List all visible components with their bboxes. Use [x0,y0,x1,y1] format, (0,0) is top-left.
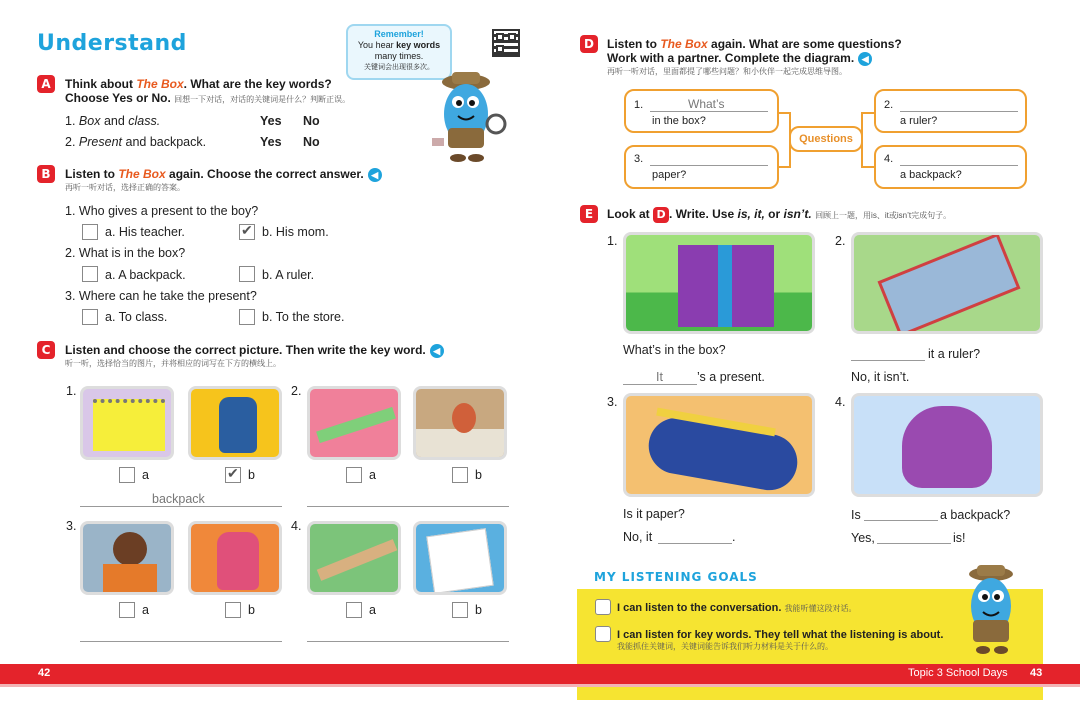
c3-b-checkbox[interactable] [225,602,241,618]
b-q1-b-checkbox[interactable] [239,224,255,240]
c2-answer-line[interactable] [307,506,509,507]
c-number-4: 4. [291,519,302,533]
c-number-2: 2. [291,384,302,398]
section-e-badge: E [580,205,598,223]
c2-b-classroom-picture[interactable] [413,386,507,460]
a-item-1-no[interactable]: No [303,114,320,128]
section-e-instruction: Look at D . Write. Use is, it, or isn’t. 回顾上一题，用is、it或isn’t完成句子。 [607,207,952,221]
goal-1-checkbox[interactable] [595,599,611,615]
audio-icon[interactable]: ◀ [368,168,382,182]
goal-1-text: I can listen to the conversation. 我能听懂这段对话。 [617,602,857,614]
diagram-box-3[interactable]: 3. paper? [624,145,779,189]
a-item-1: 1. Box and class. [65,114,161,128]
e1-sentence-b: ’s a present. [697,370,765,384]
e4-backpack-picture [851,393,1043,497]
listening-goals-title: MY LISTENING GOALS [594,570,758,584]
goal-2-text: I can listen for key words. They tell what the listening is about. 我能抓住关键词，关键词能告诉我们听力材料是关于什么的。 [617,629,944,651]
c1-b-checkbox[interactable] [225,467,241,483]
diagram-box-1[interactable]: 1. What’s in the box? [624,89,779,133]
section-b-badge: B [37,165,55,183]
c1-answer-text: backpack [152,492,205,506]
c2-b-label: b [475,468,482,482]
e3-sentence-b: No, it [623,530,653,544]
b-q2-a-label: a. A backpack. [105,268,186,282]
b-q3-a-checkbox[interactable] [82,309,98,325]
remember-heading: Remember! [374,29,424,39]
b-q1-a-checkbox[interactable] [82,224,98,240]
c1-a-label: a [142,468,149,482]
b-q2-b-checkbox[interactable] [239,266,255,282]
c3-b-label: b [248,603,255,617]
diagram-box-4[interactable]: 4. a backpack? [874,145,1027,189]
c4-b-paper-picture[interactable] [413,521,507,595]
e3-sentence-a: Is it paper? [623,507,685,521]
c1-b-backpack-picture[interactable] [188,386,282,460]
c1-answer-line[interactable] [80,506,282,507]
c1-b-label: b [248,468,255,482]
e4-sentence-a: a backpack? [940,508,1011,522]
e1-present-picture [623,232,815,334]
section-d-badge: D [580,35,598,53]
b-question-2: 2. What is in the box? [65,246,186,260]
a-item-2-no[interactable]: No [303,135,320,149]
e3-answer-line[interactable] [658,543,732,544]
c-number-3: 3. [66,519,77,533]
a-item-1-yes[interactable]: Yes [260,114,282,128]
c4-a-label: a [369,603,376,617]
b-question-1: 1. Who gives a present to the boy? [65,204,259,218]
e4-sentence-b: is! [953,531,966,545]
b-question-3: 3. Where can he take the present? [65,289,257,303]
a-item-2-yes[interactable]: Yes [260,135,282,149]
section-d-instruction: Listen to The Box again. What are some questions? Work with a partner. Complete the diagram. ◀ 再听一听对话，里面都提了哪些问题？和小伙伴一起完成思维导图。 [607,37,902,76]
section-a-badge: A [37,75,55,93]
goal-2-checkbox[interactable] [595,626,611,642]
e-number-1: 1. [607,234,618,248]
a-item-2: 2. Present and backpack. [65,135,207,149]
c3-b-backpack-picture[interactable] [188,521,282,595]
c3-a-checkbox[interactable] [119,602,135,618]
page-title: Understand [37,31,187,56]
b-q3-b-checkbox[interactable] [239,309,255,325]
b-q1-a-label: a. His teacher. [105,225,185,239]
e1-answer: It [656,370,663,384]
e-number-2: 2. [835,234,846,248]
c1-a-notepad-picture[interactable] [80,386,174,460]
e4-answer-line-a[interactable] [864,520,938,521]
mascot-icon [426,68,510,164]
audio-icon[interactable]: ◀ [858,52,872,66]
c3-a-label: a [142,603,149,617]
mascot-icon [955,562,1027,658]
remember-line2: many times. [374,51,424,61]
c2-a-label: a [369,468,376,482]
diagram-box-1-answer: What’s [688,97,725,111]
e2-sentence-a: it a ruler? [928,347,981,361]
e-number-4: 4. [835,395,846,409]
c4-a-ruler-picture[interactable] [307,521,401,595]
e3-sentence-end: . [732,530,736,544]
e4-sentence-a-pre: Is [851,508,861,522]
remember-line1: You hear [357,40,394,50]
e2-ruler-book-picture [851,232,1043,334]
audio-icon[interactable]: ◀ [430,344,444,358]
e2-sentence-b: No, it isn’t. [851,370,910,384]
c3-answer-line[interactable] [80,641,282,642]
c2-a-checkbox[interactable] [346,467,362,483]
e3-pencil-case-picture [623,393,815,497]
e4-sentence-b-pre: Yes, [851,531,875,545]
c4-b-checkbox[interactable] [452,602,468,618]
b-q3-a-label: a. To class. [105,310,168,324]
e4-answer-line-b[interactable] [877,543,951,544]
b-q2-b-label: b. A ruler. [262,268,315,282]
section-b-instruction: Listen to The Box again. Choose the correct answer. ◀ 再听一听对话，选择正确的答案。 [65,167,405,193]
c4-answer-line[interactable] [307,641,509,642]
section-a-instruction: Think about The Box. What are the key words? Choose Yes or No. 回想一下对话，对话的关键词是什么？判断正误。 [65,77,351,105]
c4-a-checkbox[interactable] [346,602,362,618]
c-number-1: 1. [66,384,77,398]
b-q3-b-label: b. To the store. [262,310,345,324]
c3-a-boy-picture[interactable] [80,521,174,595]
section-c-instruction: Listen and choose the correct picture. Then write the key word. ◀ 听一听，选择恰当的图片，并将相应的词写在下方的横线上。 [65,343,505,369]
e1-answer-line[interactable] [623,384,697,385]
topic-label: Topic 3 School Days [908,667,1008,679]
diagram-center-questions: Questions [789,126,863,152]
page-number-left: 42 [38,667,51,679]
section-c-badge: C [37,341,55,359]
e1-sentence-a: What’s in the box? [623,343,726,357]
c4-b-label: b [475,603,482,617]
c2-b-checkbox[interactable] [452,467,468,483]
c2-a-ruler-picture[interactable] [307,386,401,460]
remember-cn: 关键词会出现很多次。 [364,64,434,71]
remember-key: key words [396,40,441,50]
diagram-box-2[interactable]: 2. a ruler? [874,89,1027,133]
page-number-right: 43 [1030,667,1043,679]
c1-a-checkbox[interactable] [119,467,135,483]
e2-answer-line[interactable] [851,360,925,361]
qr-code-icon[interactable] [492,29,520,57]
b-q1-b-label: b. His mom. [262,225,329,239]
b-q2-a-checkbox[interactable] [82,266,98,282]
e-number-3: 3. [607,395,618,409]
